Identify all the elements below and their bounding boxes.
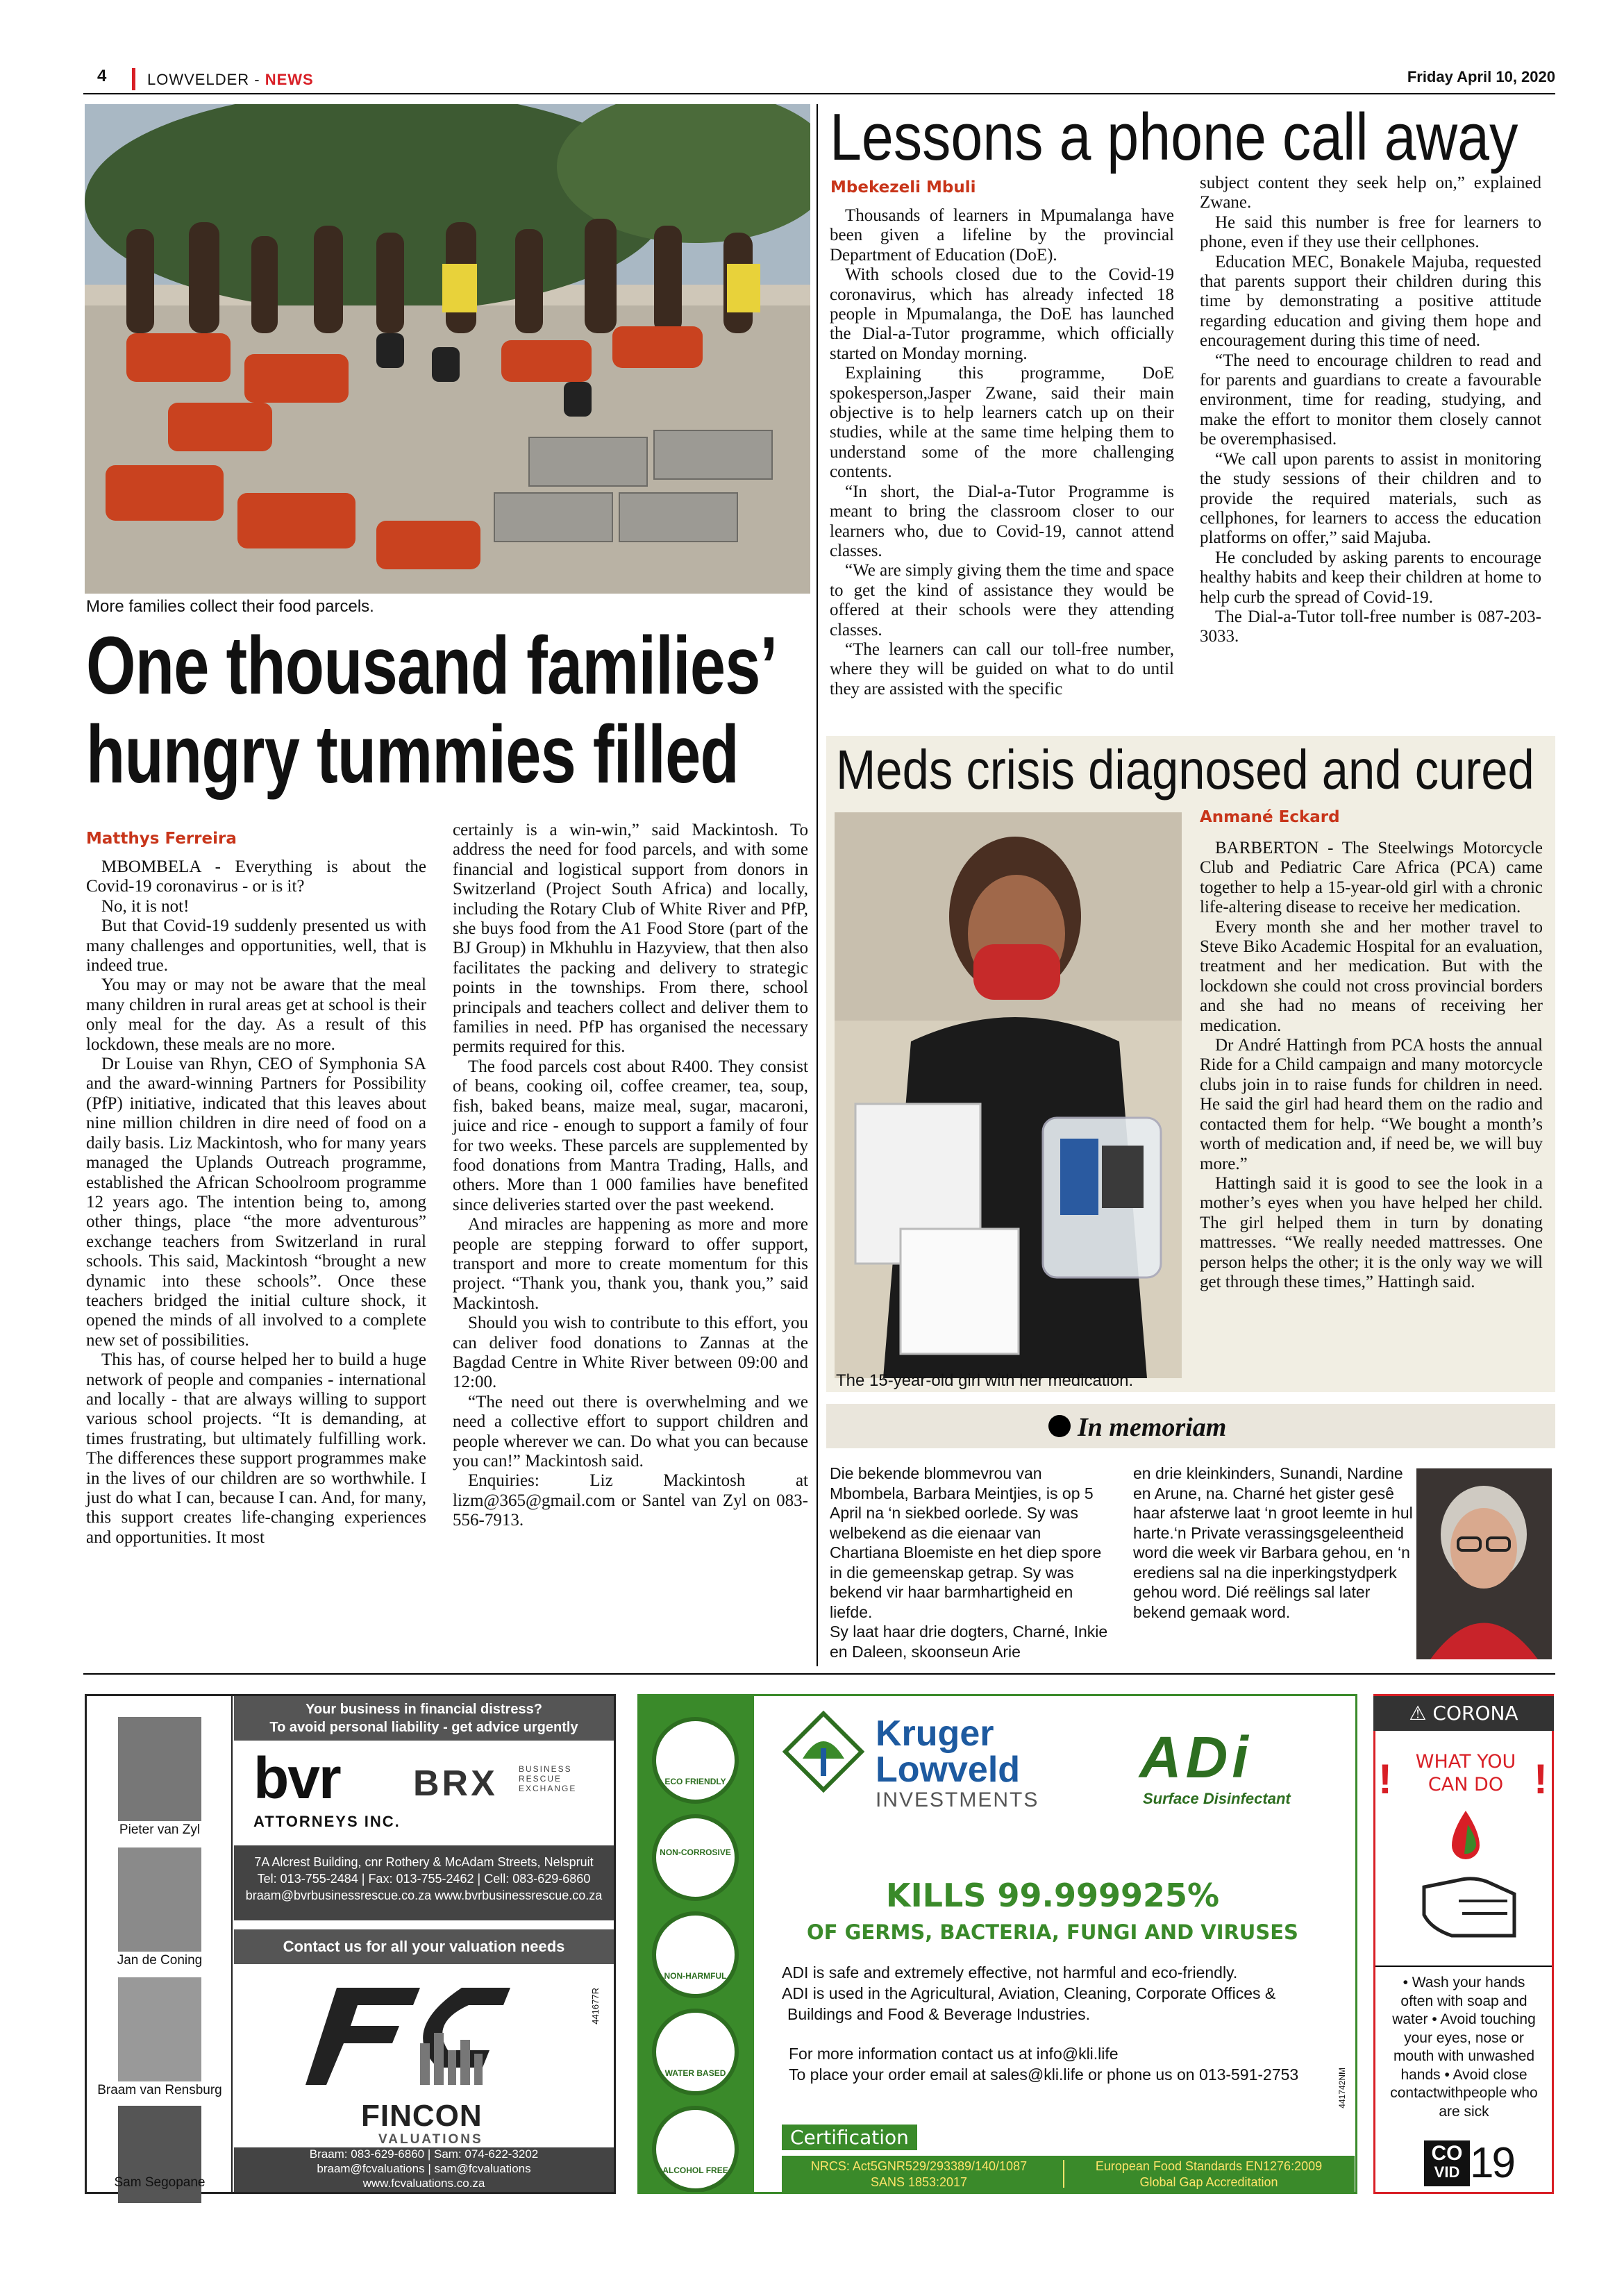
memoriam-portrait-art [1416, 1468, 1552, 1659]
ad-kruger-contact: For more information contact us at info@kli.life To place your order email at sales@kli.life or phone us on 013-591-2753 [789, 2045, 1299, 2084]
badge-non-harmful: NON-HARMFUL [652, 1911, 739, 1998]
kills-headline: KILLS 99.999925% [885, 1877, 1220, 1914]
food-parcels-photo [85, 104, 810, 594]
meds-p4: Hattingh said it is good to see the look in a mother’s eyes when you have helped her child. The girl helped them in turn by donating mattresses. “We really needed mattresses. One person helps the other; it is the only way we will get through these times,” Hattingh said. [1200, 1173, 1543, 1291]
covid19-logo-badge: CO VID [1424, 2140, 1470, 2186]
kruger-brand-line1: Kruger [876, 1713, 994, 1754]
kruger-logo-art [782, 1710, 865, 1793]
masthead [83, 67, 1555, 94]
corona-exclaim-right-icon: ! [1534, 1756, 1548, 1802]
lessons-col2-p5: “We call upon parents to assist in monitoring the study sessions of their children and to provide the required materials, such as cellphones, for learners to access the education platforms on offer,” said Majuba. [1200, 449, 1541, 548]
ad-bvr-footer-line2: braam@fcvaluations | sam@fcvaluations [317, 2162, 531, 2175]
ad-valuation-banner: Contact us for all your valuation needs [234, 1929, 614, 1964]
lessons-col1-p1: Thousands of learners in Mpumalanga have been given a lifeline by the provincial Department of Education (DoE). [830, 206, 1174, 265]
germs-subhead: OF GERMS, BACTERIA, FUNGI AND VIRUSES [807, 1920, 1298, 1944]
meds-photo-caption: The 15-year-old girl with her medication. [836, 1371, 1134, 1390]
food-parcels-photo-art [85, 104, 810, 594]
covid19-logo-number: 19 [1470, 2139, 1514, 2187]
column-rule-center [817, 104, 818, 1666]
ad-kruger-badge-strip [639, 1696, 754, 2192]
food-col1-p2: No, it is not! [101, 896, 190, 916]
corona-tag-text: CORONA [1432, 1702, 1518, 1725]
fincon-logo-mark [281, 1974, 545, 2092]
meds-byline: Anmané Eckard [1200, 808, 1340, 826]
memoriam-col2: en drie kleinkinders, Sunandi, Nardine en Arune, na. Charné het gister gesê haar afsterwe laat ‘n groot leemte in hul harte.‘n Private verassingsgeleentheid word die week vir Barbara gehou, en ‘n erediens sal na die inperkingstydperk gehou word. Dié reëlings sal later bekend gemaak word. [1133, 1464, 1413, 1621]
covid19-logo [1424, 2140, 1514, 2189]
ad-kruger-description: ADI is safe and extremely effective, not harmful and eco-friendly. ADI is used in the Agricultural, Aviation, Cleaning, Corporate Offices & Buildings and Food & Beverage Industries. [782, 1963, 1276, 2023]
meds-p2: Every month she and her mother travel to Steve Biko Academic Hospital for an evaluation, treatment and her medication. But with the lockdown she could not cross provincial borders and she had no means of receiving her medication. [1200, 917, 1543, 1035]
ad-bvr-banner-line2: To avoid personal liability - get advice urgently [269, 1720, 578, 1735]
ad-bvr-emails: braam@bvrbusinessrescue.co.za www.bvrbusinessrescue.co.za [245, 1888, 603, 1902]
person-photo-2 [118, 1847, 201, 1952]
lessons-col1-p6: “The learners can call our toll-free number, where they will be guided on what to do until they are assisted with the specific [830, 639, 1174, 698]
meds-photo [835, 812, 1182, 1378]
certification-bar [782, 2156, 1355, 2192]
cert-eu: European Food Standards EN1276:2009 Global Gap Accreditation [1095, 2159, 1323, 2189]
food-headline-line2: hungry tummies filled [86, 709, 739, 801]
food-col2-p2: The food parcels cost about R400. They consist of beans, cooking oil, coffee creamer, tea, soup, fish, baked beans, maize meal, sugar, macaroni, juice and rice - enough to support a family of four for two weeks. These parcels are supplemented by food donations from Mantra Trading, Halls, and others. More than 1 000 families have benefited since deliveries started over the past weekend. [453, 1057, 808, 1214]
ad-bvr [85, 1694, 616, 2194]
memoriam-portrait [1416, 1468, 1552, 1659]
hand-wash-art [1410, 1804, 1521, 1943]
food-col1-p6: This has, of course helped her to build a huge network of people and companies - international and locally - that are always willing to support various school projects. “It is demanding, at times frustrating, but ultimately fulfilling work. The differences these support programmes make in the lives of our children are so worthwhile. I just do what I can, because I can. And, for many, this support creates life-changing experiences and opportunities. It most [86, 1350, 426, 1547]
lessons-col1 [830, 206, 1174, 699]
certification-label: Certification [782, 2125, 917, 2150]
ad-bvr-footer-line3: www.fcvaluations.co.za [362, 2177, 485, 2190]
lessons-byline: Mbekezeli Mbuli [830, 178, 976, 196]
food-col1 [86, 857, 426, 1548]
masthead-rule [83, 93, 1555, 94]
lessons-col1-p4: “In short, the Dial-a-Tutor Programme is meant to bring the classroom closer to our learners who, due to Covid-19, cannot attend classes. [830, 482, 1174, 560]
lessons-col2-p7: The Dial-a-Tutor toll-free number is 087-203-3033. [1200, 607, 1541, 646]
bvr-logo: bvr [253, 1745, 340, 1811]
lessons-col2-p6: He concluded by asking parents to encourage healthy habits and keep their children at home to help curb the spread of Covid-19. [1200, 548, 1541, 607]
badge-non-corrosive: NON-CORROSIVE [652, 1814, 739, 1901]
lessons-headline: Lessons a phone call away [830, 100, 1518, 174]
food-headline-line1: One thousand families’ [86, 620, 778, 712]
lessons-col1-p3: Explaining this programme, DoE spokesperson,Jasper Zwane, said their main objective is to help learners catch up on their studies, while at the same time helping them to understand some of the more challenging contents. [830, 364, 1174, 482]
corona-heading: WHAT YOU CAN DO [1415, 1751, 1516, 1795]
section-label: LOWVELDER - NEWS [147, 71, 314, 88]
section-marker [132, 68, 135, 90]
meds-body [1200, 839, 1543, 1292]
food-col2-p5: “The need out there is overwhelming and we need a collective effort to support children and people wherever we can. Do what you can because you can!” Mackintosh said. [453, 1392, 808, 1470]
cert-nrcs: NRCS: Act5GNR529/293389/140/1087 SANS 1853:2017 [810, 2159, 1028, 2189]
bvr-attorneys: ATTORNEYS INC. [253, 1813, 401, 1830]
hand-wash-icon [1410, 1804, 1521, 1943]
fincon-name: FINCON [361, 2099, 483, 2133]
article-bottom-rule [83, 1673, 1555, 1675]
food-col2-p1: certainly is a win-win,” said Mackintosh. To address the need for food parcels, and with some financial and logistical support from donors in Switzerland (Project South Africa) and locally, including the Rotary Club of White River and PfP, she buys food from the A1 Food Store (part of the BJ Group) in Mkhuhlu in Hazyview, that then also facilitates the packing and delivery to strategic points in the townships. From there, school principals and teachers collect and deliver them to families in need. PfP has organised the necessary permits required for this. [453, 821, 808, 1057]
lessons-col1-p5: “We are simply giving them the time and space to get the kind of assistance they would be offered at their schools were they attending classes. [830, 561, 1174, 639]
corona-tag [1373, 1696, 1554, 1731]
ad-kruger [637, 1694, 1357, 2194]
ad-bvr-code: 441677R [590, 1988, 601, 2025]
ad-bvr-footer-text [234, 2147, 614, 2190]
food-col1-p4: You may or may not be aware that the meal many children in rural areas get at school is their only meal for the day. As a result of this lockdown, these meals are no more. [86, 975, 426, 1054]
cert-divider [1063, 2160, 1064, 2188]
person-photo-1 [118, 1717, 201, 1821]
fincon-logo-art [281, 1974, 545, 2092]
memoriam-bullet-icon [1048, 1415, 1071, 1437]
food-col2-p4: Should you wish to contribute to this effort, you can deliver food donations to Zannas at the Bagdad Centre in White River between 09:00 and 12:00. [453, 1314, 808, 1392]
section-news: NEWS [265, 71, 314, 88]
brx-logo: BRX [413, 1763, 498, 1804]
person-name-4: Sam Segopane [114, 2175, 206, 2190]
ad-kruger-code: 441742NM [1337, 2068, 1347, 2109]
kruger-brand-line3: INVESTMENTS [876, 1788, 1039, 1811]
food-col2-p3: And miracles are happening as more and more people are stepping forward to offer support, transport and more to create momentum for this project. “Thank you, thank you, thank you,” said Mackintosh. [453, 1215, 808, 1313]
meds-headline: Meds crisis diagnosed and cured [836, 739, 1534, 801]
badge-eco-friendly: ECO FRIENDLY [652, 1717, 739, 1804]
lessons-col2 [1200, 174, 1541, 647]
fincon-valuations: VALUATIONS [378, 2132, 483, 2147]
ad-bvr-contact-block [234, 1845, 614, 1920]
ad-bvr-footer-line1: Braam: 083-629-6860 | Sam: 074-622-3202 [309, 2147, 539, 2161]
kruger-logo-icon [782, 1710, 865, 1793]
lessons-col2-p1: subject content they seek help on,” explained Zwane. [1200, 174, 1541, 212]
adi-subtitle: Surface Disinfectant [1143, 1790, 1291, 1807]
badge-alcohol-free: ALCOHOL FREE [652, 2106, 739, 2193]
corona-tips: • Wash your hands often with soap and water • Avoid touching your eyes, nose or mouth with unwashed hands • Avoid close contactwithpeople who are sick [1390, 1975, 1538, 2120]
food-headline [86, 620, 778, 801]
meds-p1: BARBERTON - The Steelwings Motorcycle Club and Pediatric Care Africa (PCA) came together to help a 15-year-old girl with a chronic life-altering disease to receive her medication. [1200, 839, 1543, 917]
corona-exclaim-left-icon: ! [1378, 1756, 1392, 1802]
ad-bvr-phones: Tel: 013-755-2484 | Fax: 013-755-2462 | Cell: 083-629-6860 [257, 1872, 591, 1886]
kruger-brand-line2: Lowveld [876, 1750, 1021, 1790]
lessons-col2-p2: He said this number is free for learners to phone, even if they use their cellphones. [1200, 212, 1541, 252]
person-photo-3 [118, 1977, 201, 2081]
adi-logo: ADi [1139, 1725, 1253, 1790]
lessons-col2-p4: “The need to encourage children to read and for parents and guardians to create a favourable environment, time for reading, studying, and make the effort to monitor them closely cannot be overemphasised. [1200, 351, 1541, 449]
person-name-2: Jan de Coning [117, 1953, 203, 1968]
person-name-1: Pieter van Zyl [119, 1822, 201, 1837]
food-col2 [453, 821, 808, 1531]
lessons-col2-p3: Education MEC, Bonakele Majuba, requested that parents support their children during this time by demonstrating a positive attitude regarding education and giving them hope and encouragement during this time of need. [1200, 252, 1541, 351]
ad-bvr-address: 7A Alcrest Building, cnr Rothery & McAdam Streets, Nelspruit [254, 1855, 594, 1869]
page-number: 4 [97, 67, 107, 85]
food-col1-p5: Dr Louise van Rhyn, CEO of Symphonia SA and the award-winning Partners for Possibility (PfP) initiative, indicated that this leaves about nine million children in dire need of food on a daily basis. Liz Mackintosh, who for many years managed the Uplands Outreach programme, established the African Schoolroom programme 12 years ago. The intention being to, among other things, place “the more adventurous” exchange teachers from Switzerland in rural schools. This said, Mackintosh “brought a new dynamic into these schools”. Once these teachers bridged the initial culture shock, it opened the minds of all involved to a complete new set of possibilities. [86, 1055, 426, 1350]
person-name-3: Braam van Rensburg [97, 2083, 222, 2097]
ad-corona [1373, 1694, 1554, 2194]
warning-icon: ⚠ [1409, 1702, 1427, 1725]
brx-subtitle: BUSINESS RESCUE EXCHANGE [519, 1764, 577, 1793]
meds-p3: Dr André Hattingh from PCA hosts the annual Ride for a Child campaign and many motorcycle clubs join in to raise funds for children in need. He said the girl had heard them on the radio and contacted them for help. “We bought a month’s worth of medication and, if need be, we will buy more.” [1200, 1036, 1543, 1173]
ad-bvr-top-banner [234, 1696, 614, 1741]
food-col2-p6: Enquiries: Liz Mackintosh at lizm@365@gmail.com or Santel van Zyl on 083-556-7913. [453, 1471, 808, 1530]
ad-bvr-banner-line1: Your business in financial distress? [305, 1702, 542, 1717]
food-col1-p1: MBOMBELA - Everything is about the Covid-19 coronavirus - or is it? [86, 857, 426, 896]
food-col1-p3: But that Covid-19 suddenly presented us with many challenges and opportunities, well, that is indeed true. [86, 916, 426, 975]
lessons-col1-p2: With schools closed due to the Covid-19 coronavirus, which has already infected 18 people in Mpumalanga, the DoE has launched the Dial-a-Tutor programme, which officially started on Monday morning. [830, 265, 1174, 363]
memoriam-header [826, 1404, 1555, 1448]
kruger-brand [876, 1713, 1039, 1813]
issue-date: Friday April 10, 2020 [1407, 68, 1555, 85]
meds-box [826, 736, 1555, 1392]
memoriam-col1: Die bekende blommevrou van Mbombela, Barbara Meintjies, is op 5 April na ‘n siekbed oorlede. Sy was welbekend as die eienaar van Chartiana Bloemiste en het diep spore in die gemeenskap getrap. Sy was bekend vir haar barmhartigheid en liefde. Sy laat haar drie dogters, Charné, Inkie en Daleen, skoonseun Arie [830, 1464, 1108, 1661]
ad-bvr-people [87, 1696, 233, 2192]
memoriam-title: In memoriam [1078, 1413, 1227, 1442]
badge-water-based: WATER BASED [652, 2009, 739, 2095]
corona-divider [1375, 1966, 1552, 1967]
food-photo-caption: More families collect their food parcels. [86, 597, 374, 616]
food-byline: Matthys Ferreira [86, 830, 237, 848]
meds-photo-art [835, 812, 1182, 1378]
